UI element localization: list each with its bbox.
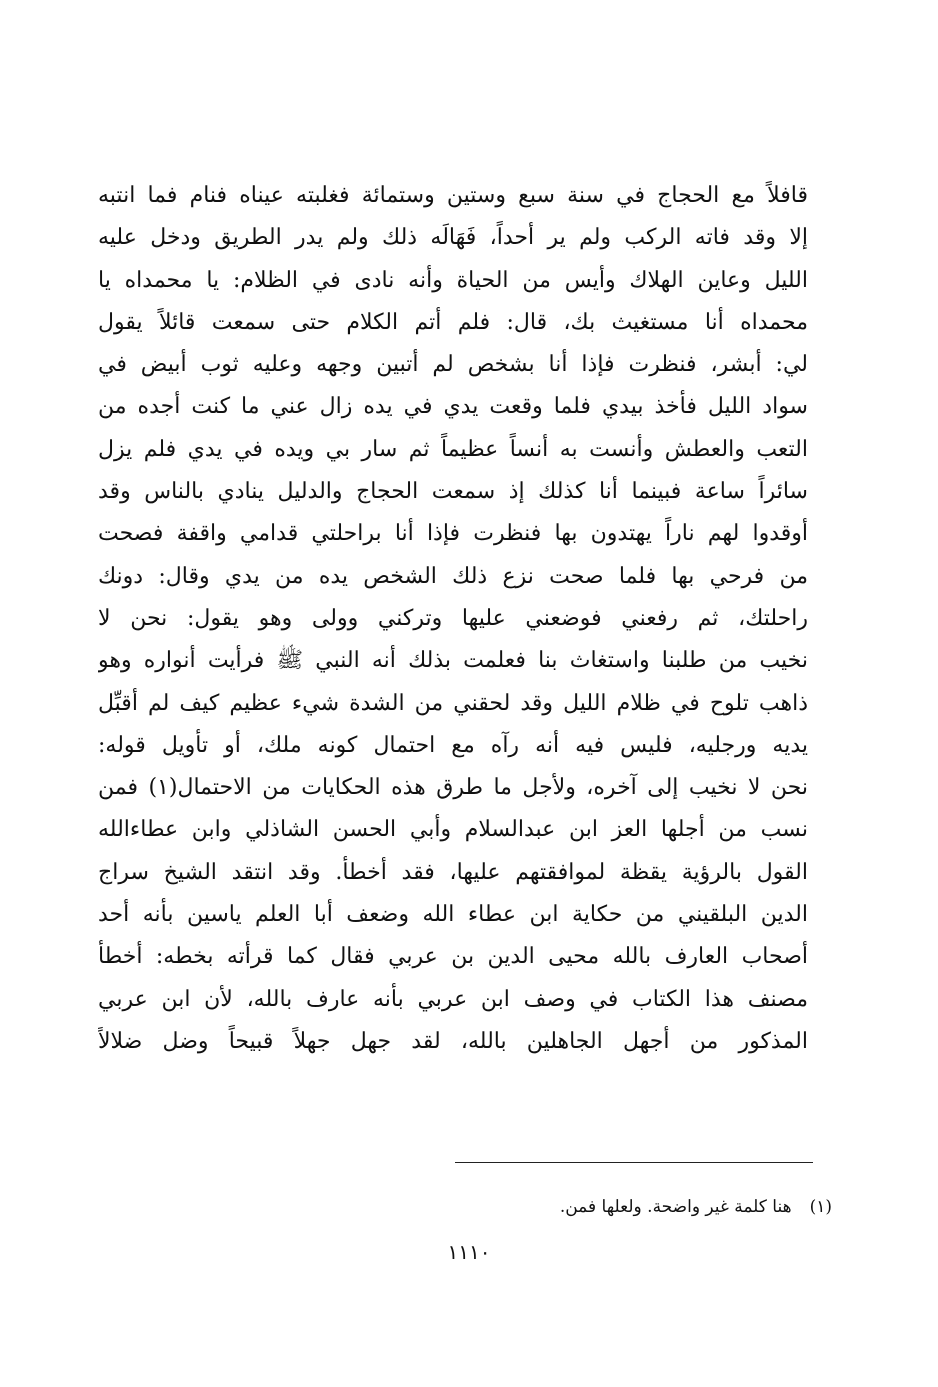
- text-line: نخيب من طلبنا واستغاث بنا فعلمت بذلك أنه النبي ﷺ فرأيت أنواره وهو: [98, 648, 808, 674]
- text-line: الليل وعاين الهلاك وأيس من الحياة وأنه نادى في الظلام: يا محمداه يا: [98, 267, 808, 293]
- text-line: نسب من أجلها العز ابن عبدالسلام وأبي الحسن الشاذلي وابن عطاءالله: [98, 817, 808, 843]
- text-line: أصحاب العارف بالله محيى الدين بن عربي فقال كما قرأته بخطه: أخطأ: [98, 944, 808, 970]
- text-line: يديه ورجليه، فليس فيه أنه رآه مع احتمال كونه ملك، أو تأويل قوله:: [98, 732, 808, 758]
- text-line: التعب والعطش وأنست به أنساً عظيماً ثم سار بي ويده في يدي فلم يزل: [98, 436, 808, 462]
- text-line: راحلتك، ثم رفعني فوضعني عليها وتركني وولى وهو يقول: نحن لا: [98, 605, 808, 631]
- footnote: [232, 1194, 832, 1220]
- text-line: القول بالرؤية يقظة لموافقتهم عليها، فقد أخطأ. وقد انتقد الشيخ سراج: [98, 859, 808, 885]
- text-line: المذكور من أجهل الجاهلين بالله، لقد جهل جهلاً قبيحاً وضل ضلالاً: [98, 1028, 808, 1054]
- footnote-text: هنا كلمة غير واضحة. ولعلها فمن.: [559, 1197, 792, 1217]
- footnote-marker: (١): [809, 1197, 832, 1217]
- text-line: من فرحي بها فلما صحت نزع ذلك الشخص يده من يدي وقال: دونك: [98, 563, 808, 589]
- text-line: أوقدوا لهم ناراً يهتدون بها فنظرت فإذا أنا براحلتي قدامي واقفة فصحت: [98, 521, 808, 547]
- text-line: الدين البلقيني من حكاية ابن عطاء الله وضعف أبا العلم ياسين بأنه أحد: [98, 902, 808, 928]
- text-line: نحن لا نخيب إلى آخره، ولأجل ما طرق هذه الحكايات من الاحتمال(١) فمن: [98, 775, 808, 801]
- footnote-separator: [455, 1162, 813, 1163]
- page-number: ١١١٠: [447, 1240, 491, 1264]
- text-line: سواد الليل فأخذ بيدي فلما وقعت يدي في يده زال عني ما كنت أجده من: [98, 394, 808, 420]
- text-line: لي: أبشر، فنظرت فإذا أنا بشخص لم أتبين وجهه وعليه ثوب أبيض في: [98, 352, 808, 378]
- text-line: قافلاً مع الحجاج في سنة سبع وستين وستمائة فغلبته عيناه فنام فما انتبه: [98, 183, 808, 208]
- text-line: إلا وقد فاته الركب ولم ير أحداً، فَهَالَه ذلك ولم يدر الطريق ودخل عليه: [98, 225, 808, 251]
- text-line: سائراً ساعة فبينما أنا كذلك إذ سمعت الحجاج والدليل ينادي بالناس وقد: [98, 479, 808, 505]
- text-line: ذاهب تلوح في ظلام الليل وقد لحقني من الشدة شيء عظيم كيف لم أقبِّل: [98, 690, 808, 716]
- text-line: محمداه أنا مستغيث بك، قال: فلم أتم الكلام حتى سمعت قائلاً يقول: [98, 309, 808, 335]
- text-line: مصنف هذا الكتاب في وصف ابن عربي بأنه عارف بالله، لأن ابن عربي: [98, 986, 808, 1012]
- main-text-block: [98, 175, 808, 1063]
